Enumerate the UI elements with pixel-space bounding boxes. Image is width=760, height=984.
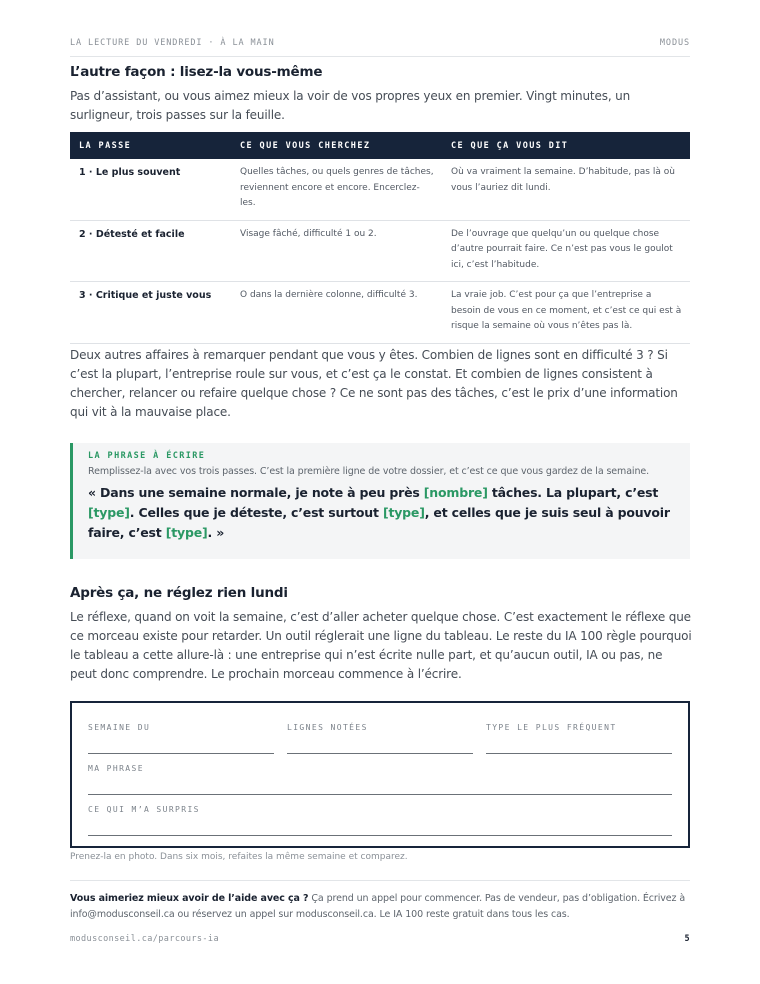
table-row <box>70 220 690 282</box>
page-footer <box>70 934 690 946</box>
pass-name: 1 · Le plus souvent <box>70 159 231 220</box>
pass-looking-for: O dans la dernière colonne, difficulté 3. <box>231 282 442 344</box>
section-paragraph: Le réflexe, quand on voit la semaine, c’est d’aller acheter quelque chose. C’est exactement le réflexe que ce morceau existe pour retarder. Un outil réglerait une ligne du tableau. Le reste du IA 100 règle pourquoi le tableau a cette allure-là : une entreprise qui n’est écrite nulle part, et qu’aucun outil, IA ou pas, ne peut donc comprendre. Le prochain morceau commence à l’écrire. <box>70 610 692 681</box>
template-sentence <box>88 483 676 543</box>
cta-question: Vous aimeriez mieux avoir de l’aide avec ça ? <box>70 893 309 904</box>
week-field[interactable] <box>88 753 274 754</box>
phrase-field[interactable] <box>88 794 672 795</box>
sentence-part: tâches. La plupart, c’est <box>487 485 659 500</box>
page-header <box>70 38 690 52</box>
section-notes <box>70 346 692 422</box>
header-divider <box>70 56 690 57</box>
table-header-row <box>70 132 690 159</box>
phrase-callout <box>70 443 690 559</box>
pass-name: 2 · Détesté et facile <box>70 220 231 282</box>
sentence-part: . Celles que je déteste, c’est surtout <box>129 505 383 520</box>
pass-looking-for: Quelles tâches, ou quels genres de tâches, reviennent encore et encore. Encerclez-les. <box>231 159 442 220</box>
pass-tells-you: De l’ouvrage que quelqu’un ou quelque chose d’autre pourrait faire. Ce n’est pas vous le goulot ici, c’est l’habitude. <box>442 220 690 282</box>
page-number: 5 <box>684 934 690 944</box>
placeholder-type: [type] <box>88 505 130 520</box>
fill-in-card <box>70 701 690 848</box>
passes-table <box>70 132 690 344</box>
footer-url[interactable]: modusconseil.ca/parcours-ia <box>70 934 219 944</box>
pass-tells-you: Où va vraiment la semaine. D’habitude, pas là où vous l’auriez dit lundi. <box>442 159 690 220</box>
placeholder-type: [type] <box>165 525 208 540</box>
sentence-part: , et celles que je suis seul à pouvoir faire, c’est <box>88 505 670 540</box>
running-title: LA LECTURE DU VENDREDI · À LA MAIN <box>70 38 275 48</box>
column-header: LA PASSE <box>70 132 231 159</box>
column-header: CE QUE VOUS CHERCHEZ <box>231 132 442 159</box>
lines-label: LIGNES NOTÉES <box>287 723 368 732</box>
brand-mark: MODUS <box>659 38 690 48</box>
pass-tells-you: La vraie job. C’est pour ça que l’entreprise a besoin de vous en ce moment, et c’est ce qui est à risque la semaine où vous n’êtes pas là. <box>442 282 690 344</box>
type-label: TYPE LE PLUS FRÉQUENT <box>486 723 617 732</box>
help-cta <box>70 891 692 922</box>
placeholder-type: [type] <box>382 505 425 520</box>
cta-divider <box>70 880 690 881</box>
section-read-yourself <box>70 64 692 125</box>
cta-text: Ça prend un appel pour commencer. Pas de vendeur, pas d’obligation. Écrivez à info@modusconseil.ca ou réservez un appel sur modusconseil.ca. Le IA 100 reste gratuit dans tous les cas. <box>70 893 686 920</box>
notes-paragraph: Deux autres affaires à remarquer pendant que vous y êtes. Combien de lignes sont en difficulté 3 ? Si c’est la plupart, l’entreprise roule sur vous, et c’est ça le constat. Et combien de lignes consistent à chercher, relancer ou refaire quelque chose ? Ce ne sont pas des tâches, c’est le prix d’une information qui vit à la mauvaise place. <box>70 348 678 419</box>
column-header: CE QUE ÇA VOUS DIT <box>442 132 690 159</box>
section-intro: Pas d’assistant, ou vous aimez mieux la voir de vos propres yeux en premier. Vingt minutes, un surligneur, trois passes sur la feuille. <box>70 89 631 122</box>
surprise-field[interactable] <box>88 835 672 836</box>
section-title: L’autre façon : lisez-la vous-même <box>70 64 323 80</box>
type-field[interactable] <box>486 753 672 754</box>
phrase-label: MA PHRASE <box>88 764 144 773</box>
table-row <box>70 282 690 344</box>
pass-looking-for: Visage fâché, difficulté 1 ou 2. <box>231 220 442 282</box>
form-caption: Prenez-la en photo. Dans six mois, refaites la même semaine et comparez. <box>70 852 408 862</box>
section-dont-fix-monday <box>70 585 692 684</box>
section-title: Après ça, ne réglez rien lundi <box>70 585 288 601</box>
lines-field[interactable] <box>287 753 473 754</box>
week-label: SEMAINE DU <box>88 723 151 732</box>
callout-instructions: Remplissez-la avec vos trois passes. C’est la première ligne de votre dossier, et c’est ce que vous gardez de la semaine. <box>88 466 650 477</box>
sentence-part: « Dans une semaine normale, je note à peu près <box>88 485 424 500</box>
sentence-part: . » <box>207 525 225 540</box>
surprise-label: CE QUI M’A SURPRIS <box>88 805 200 814</box>
callout-label: LA PHRASE À ÉCRIRE <box>88 451 206 461</box>
pass-name: 3 · Critique et juste vous <box>70 282 231 344</box>
placeholder-number: [nombre] <box>423 485 488 500</box>
table-row <box>70 159 690 220</box>
